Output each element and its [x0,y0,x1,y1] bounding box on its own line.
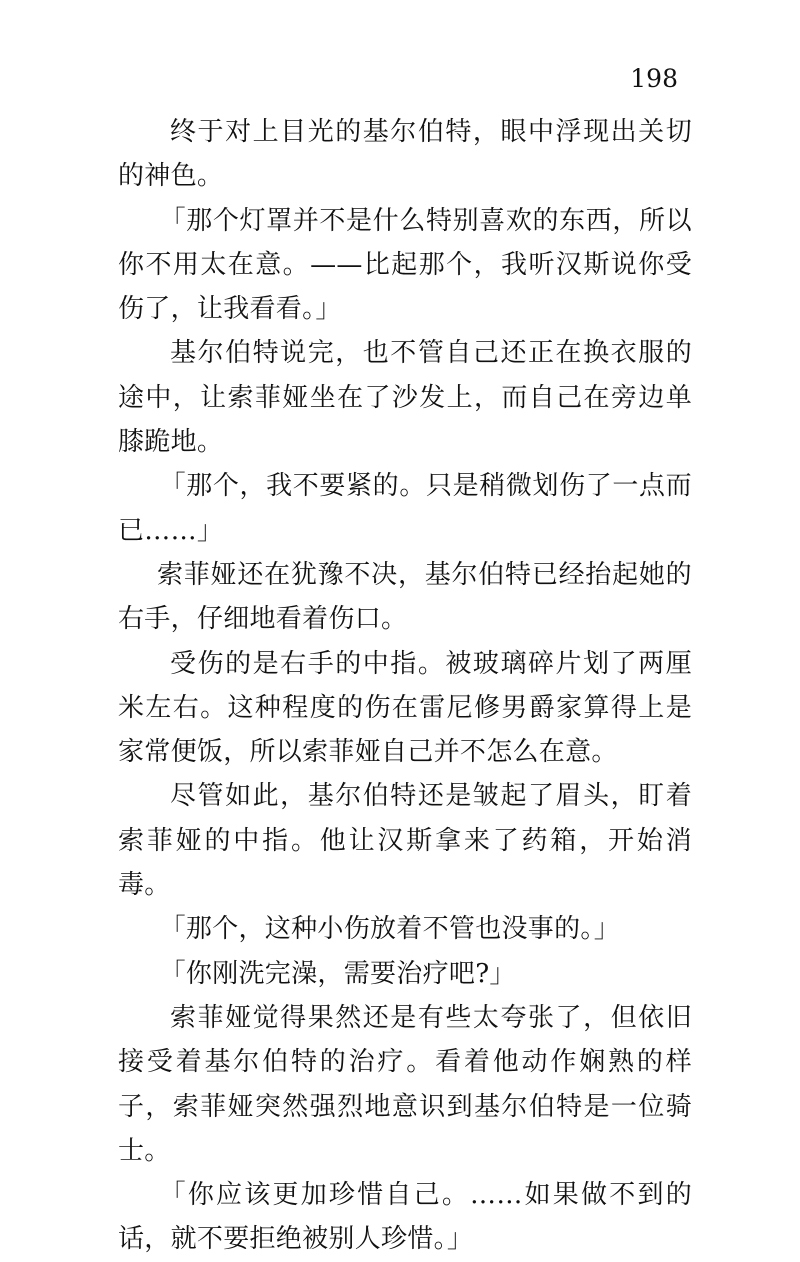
paragraph-3: 基尔伯特说完，也不管自己还正在换衣服的途中，让索菲娅坐在了沙发上，而自己在旁边单膝跪地。 [118,338,692,458]
paragraph-2: 「那个灯罩并不是什么特别喜欢的东西，所以你不用太在意。——比起那个，我听汉斯说你受伤了，让我看看。」 [118,205,692,325]
paragraph-1: 终于对上目光的基尔伯特，眼中浮现出关切的神色。 [118,117,692,192]
page-number: 198 [630,64,678,93]
paragraph-8: 「那个，这种小伤放着不管也没事的。」 [159,914,620,945]
paragraph-7: 尽管如此，基尔伯特还是皱起了眉头，盯着索菲娅的中指。他让汉斯拿来了药箱，开始消毒。 [118,781,692,901]
paragraph-9: 「你刚洗完澡，需要治疗吧?」 [159,958,516,989]
paragraph-4: 「那个，我不要紧的。只是稍微划伤了一点而已……」 [118,471,692,546]
page-body [118,110,692,1262]
paragraph-5: 索菲娅还在犹豫不决，基尔伯特已经抬起她的右手，仔细地看着伤口。 [118,559,692,635]
paragraph-6: 受伤的是右手的中指。被玻璃碎片划了两厘米左右。这种程度的伤在雷尼修男爵家算得上是家常便饭，所以索菲娅自己并不怎么在意。 [118,648,692,768]
paragraph-10: 索菲娅觉得果然还是有些太夸张了，但依旧接受着基尔伯特的治疗。看着他动作娴熟的样子，索菲娅突然强烈地意识到基尔伯特是一位骑士。 [118,1002,692,1166]
paragraph-11: 「你应该更加珍惜自己。……如果做不到的话，就不要拒绝被别人珍惜。」 [118,1180,692,1255]
